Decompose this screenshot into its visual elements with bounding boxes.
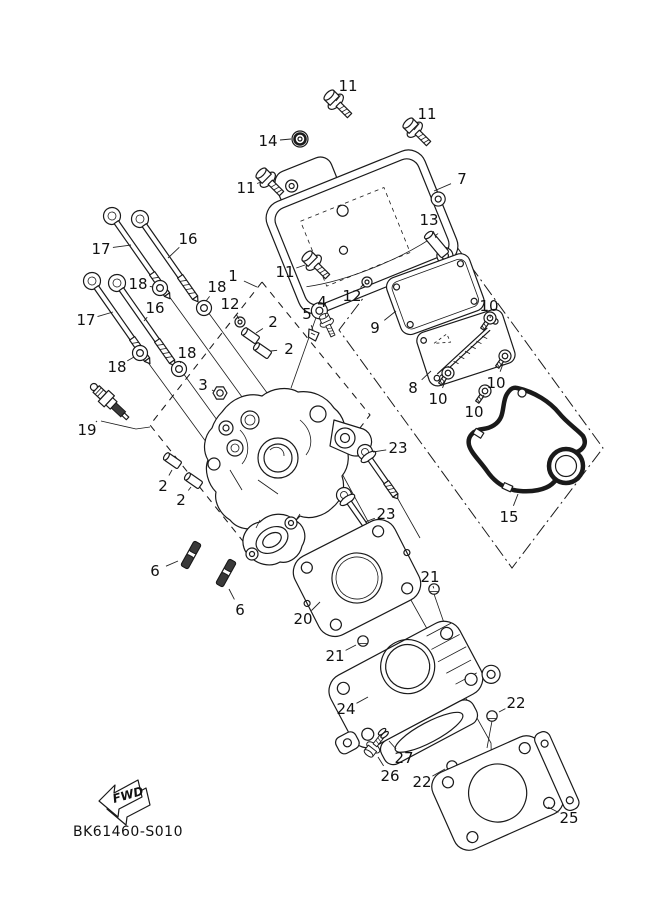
callout-15: 15 <box>499 508 519 526</box>
leader-line-21 <box>346 645 356 650</box>
leader-line-16 <box>168 247 179 258</box>
callout-11: 11 <box>417 105 437 123</box>
callout-14: 14 <box>258 132 278 150</box>
callout-18: 18 <box>177 344 197 362</box>
callout-10: 10 <box>428 390 448 408</box>
base-gasket-25 <box>427 726 582 859</box>
leader-line-2 <box>271 350 277 351</box>
callout-18: 18 <box>207 278 227 296</box>
part-code: BK61460-S010 <box>73 824 183 840</box>
callout-23: 23 <box>376 505 396 523</box>
leader-line-17 <box>98 312 114 317</box>
leader-line-18 <box>180 362 181 363</box>
callout-6: 6 <box>150 562 160 580</box>
callout-16: 16 <box>178 230 198 248</box>
callout-26: 26 <box>380 767 400 785</box>
stud-6 <box>181 541 237 587</box>
callout-17: 17 <box>91 240 111 258</box>
callout-24: 24 <box>336 700 356 718</box>
callout-2: 2 <box>176 491 186 509</box>
callout-2: 2 <box>268 313 278 331</box>
leader-line-7 <box>434 184 451 191</box>
callout-22: 22 <box>412 773 432 791</box>
callout-22: 22 <box>506 694 526 712</box>
callout-27: 27 <box>394 749 414 767</box>
callout-1: 1 <box>228 267 238 285</box>
callout-17: 17 <box>76 311 96 329</box>
callout-13: 13 <box>419 211 439 229</box>
callout-16: 16 <box>145 299 165 317</box>
callout-2: 2 <box>284 340 294 358</box>
leader-line-3 <box>212 390 214 391</box>
cover-gasket-15 <box>469 388 585 492</box>
leader-line-18 <box>127 357 134 361</box>
leader-line-26 <box>378 757 384 766</box>
callout-18: 18 <box>107 358 127 376</box>
callout-10: 10 <box>479 297 499 315</box>
cover-grommet-14 <box>292 131 308 147</box>
leader-line-14 <box>280 139 291 140</box>
callout-3: 3 <box>198 376 208 394</box>
fwd-arrow <box>99 780 150 825</box>
callout-5: 5 <box>302 305 312 323</box>
leader-line-17 <box>113 245 131 247</box>
leader-line-1 <box>244 281 257 287</box>
callout-20: 20 <box>293 610 313 628</box>
callout-10: 10 <box>464 403 484 421</box>
callout-2: 2 <box>158 477 168 495</box>
leader-line-15 <box>513 494 518 506</box>
clamp-5 <box>309 329 320 341</box>
callout-18: 18 <box>128 275 148 293</box>
leader-line-2 <box>188 487 191 491</box>
spark-plug-19 <box>86 379 132 424</box>
callout-11: 11 <box>338 77 358 95</box>
callout-12: 12 <box>342 287 362 305</box>
callout-8: 8 <box>408 379 418 397</box>
callout-11: 11 <box>275 263 295 281</box>
callout-25: 25 <box>559 809 579 827</box>
fwd-label: FWD <box>110 783 146 807</box>
callout-10: 10 <box>486 374 506 392</box>
callout-11: 11 <box>236 179 256 197</box>
callout-21: 21 <box>325 647 345 665</box>
leader-line-2 <box>256 329 263 334</box>
callout-21: 21 <box>420 568 440 586</box>
callout-9: 9 <box>370 319 380 337</box>
leader-line-6 <box>166 561 178 566</box>
nut-3 <box>213 387 227 399</box>
callout-7: 7 <box>457 170 467 188</box>
leader-line-6 <box>229 589 234 599</box>
leader-line-18 <box>206 296 210 301</box>
callout-23: 23 <box>388 439 408 457</box>
callout-19: 19 <box>77 421 97 439</box>
leader-line-18 <box>150 286 153 287</box>
leader-line-2 <box>169 470 172 476</box>
callout-6: 6 <box>235 601 245 619</box>
callout-12: 12 <box>220 295 240 313</box>
leader-line-22 <box>499 709 505 712</box>
leader-line-9 <box>384 311 396 320</box>
callout-4: 4 <box>317 293 327 311</box>
